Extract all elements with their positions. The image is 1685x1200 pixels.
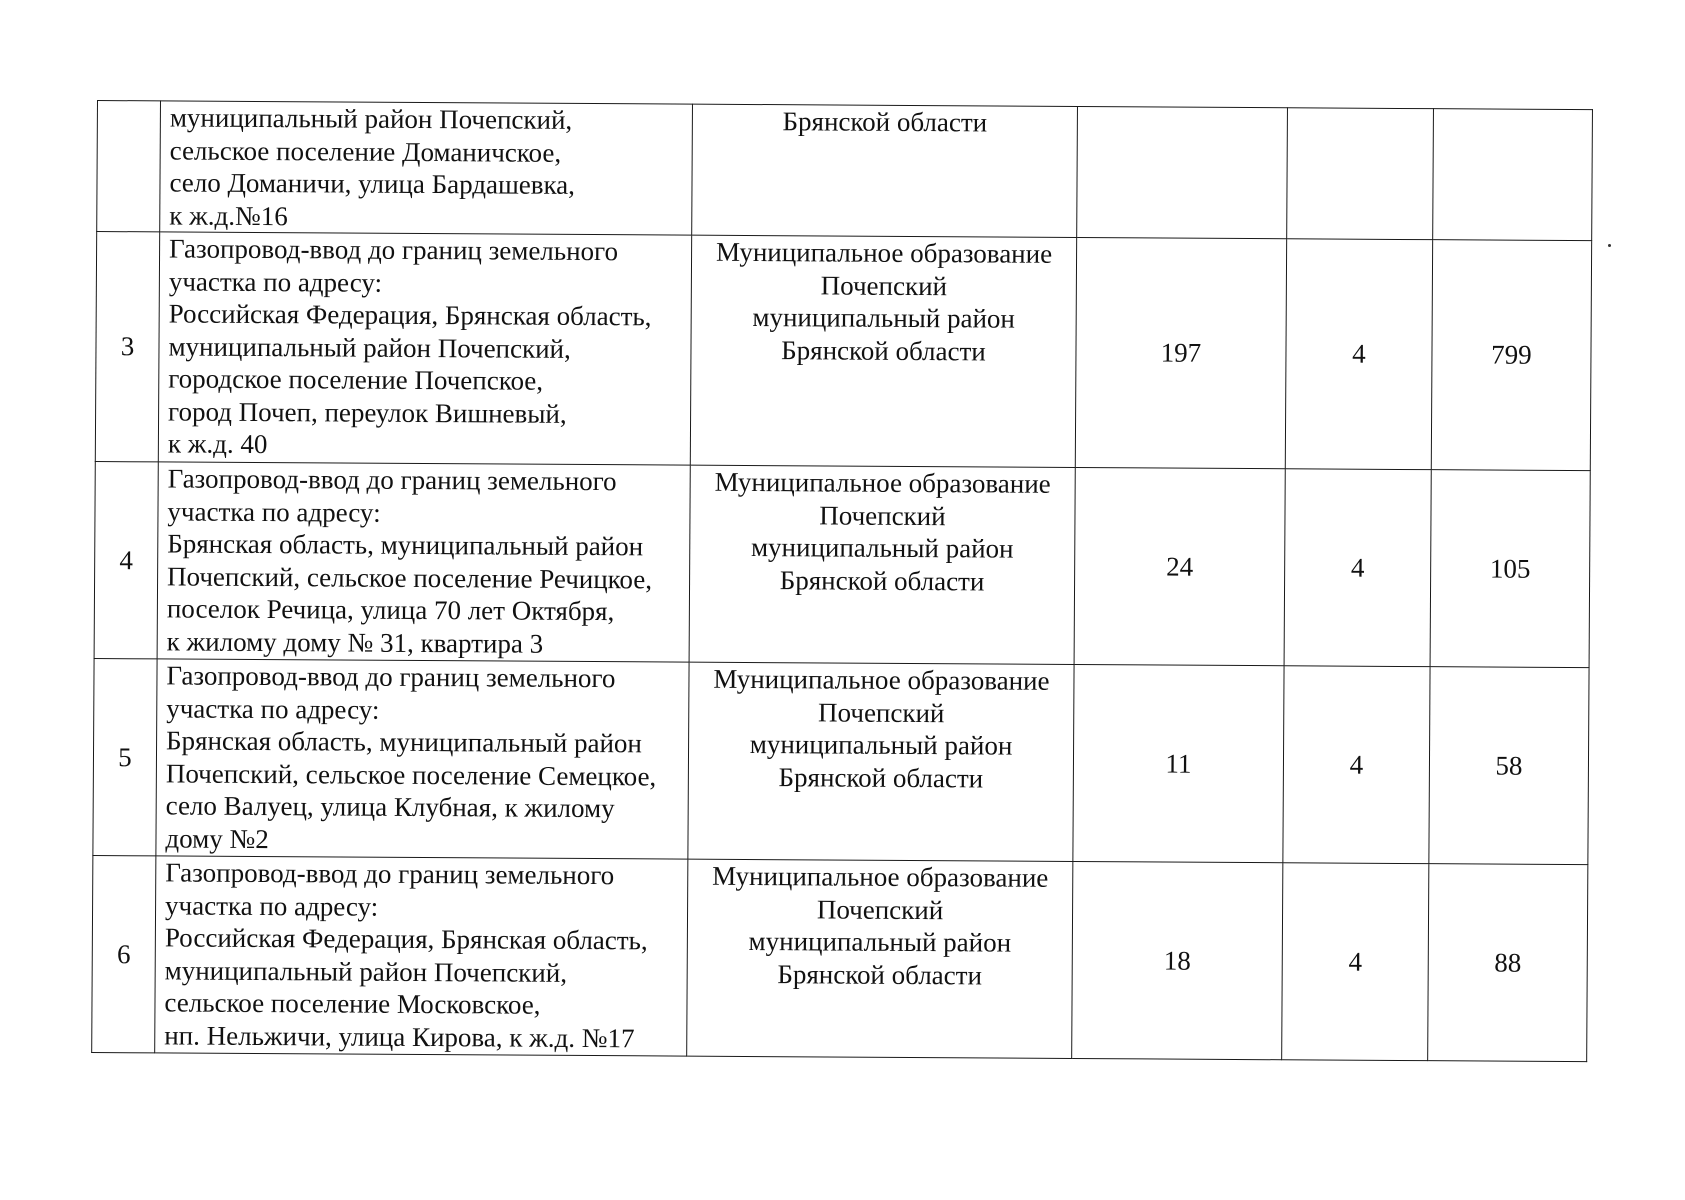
value-b: 4 — [1284, 469, 1431, 667]
address-line: участка по адресу: — [164, 889, 379, 922]
address-line: Почепский, сельское поселение Семецкое, — [165, 757, 657, 791]
table-row — [94, 461, 1590, 667]
owner-line: Муниципальное образование — [715, 236, 1053, 269]
value-a: 197 — [1075, 237, 1286, 468]
address-line: сельское поселение Московское, — [164, 987, 541, 1020]
owner-line: муниципальный район — [752, 302, 1016, 334]
address-line: городское поселение Почепское, — [168, 363, 544, 396]
owner-line: Почепский — [818, 696, 945, 728]
address-line: город Почеп, переулок Вишневый, — [168, 395, 567, 429]
value-a: 24 — [1074, 467, 1285, 665]
owner-line: Брянской области — [782, 106, 988, 138]
value-a: 11 — [1073, 664, 1284, 862]
owner-line: Брянской области — [779, 564, 985, 596]
value-b-cell — [1287, 108, 1434, 240]
owner-line: Брянской области — [781, 334, 986, 366]
address-line: село Валуец, улица Клубная, к жилому — [165, 790, 615, 824]
table-row — [92, 855, 1588, 1061]
table-row — [95, 232, 1591, 471]
address-line: поселок Речица, улица 70 лет Октября, — [166, 593, 615, 627]
address-line: нп. Нельжичи, улица Кирова, к ж.д. №17 — [164, 1019, 635, 1053]
value-a-cell — [1077, 106, 1288, 238]
owner-line: Брянской области — [778, 761, 984, 793]
owner-line: муниципальный район — [750, 532, 1014, 564]
owner-cell — [690, 235, 1076, 467]
address-line: Российская Федерация, Брянская область, — [164, 922, 648, 956]
owner-line: Почепский — [816, 893, 944, 925]
owner-line: Почепский — [820, 269, 948, 301]
address-line: Газопровод-ввод до границ земельного — [165, 857, 615, 891]
owner-cell — [689, 465, 1075, 664]
address-line: Почепский, сельское поселение Речицкое, — [167, 560, 653, 594]
owner-line: Муниципальное образование — [713, 663, 1050, 696]
address-line: Российская Федерация, Брянская область, — [168, 298, 652, 332]
table-row — [93, 658, 1589, 864]
pipeline-table — [91, 100, 1593, 1062]
value-c: 105 — [1430, 470, 1590, 668]
address-line: к жилому дому № 31, квартира 3 — [166, 625, 544, 659]
address-line: муниципальный район Почепский, — [169, 102, 573, 135]
value-b: 4 — [1283, 666, 1430, 864]
row-number: 3 — [95, 232, 159, 462]
address-line: Газопровод-ввод до границ земельного — [169, 233, 619, 267]
owner-cell — [692, 104, 1078, 237]
address-line: муниципальный район Почепский, — [168, 330, 571, 364]
address-line: сельское поселение Доманичское, — [169, 134, 562, 168]
owner-line: муниципальный район — [749, 729, 1013, 761]
owner-cell — [687, 859, 1073, 1058]
value-b: 4 — [1282, 863, 1429, 1061]
address-line: дому №2 — [165, 822, 269, 854]
address-line: муниципальный район Почепский, — [164, 954, 568, 988]
address-line: к ж.д. 40 — [167, 428, 268, 460]
address-cell — [158, 232, 691, 465]
address-line: Брянская область, муниципальный район — [165, 725, 643, 759]
value-c: 58 — [1429, 667, 1589, 865]
address-line: Газопровод-ввод до границ земельного — [166, 660, 616, 694]
address-cell — [160, 101, 693, 235]
address-line: участка по адресу: — [168, 265, 383, 298]
row-number: 5 — [93, 658, 157, 855]
address-line: Брянская область, муниципальный район — [167, 528, 644, 562]
address-cell — [155, 856, 688, 1056]
owner-line: муниципальный район — [748, 925, 1012, 958]
address-line: участка по адресу: — [167, 495, 381, 528]
owner-line: Брянской области — [777, 958, 983, 990]
address-line: село Доманичи, улица Бардашевка, — [169, 167, 576, 200]
owner-line: Муниципальное образование — [712, 860, 1049, 893]
address-line: Газопровод-ввод до границ земельного — [167, 463, 617, 497]
value-b: 4 — [1285, 239, 1432, 470]
address-cell — [157, 462, 690, 662]
address-line: к ж.д.№16 — [169, 199, 288, 231]
row-number-cell — [97, 101, 161, 232]
value-c: 799 — [1431, 240, 1591, 471]
value-c-cell — [1433, 109, 1593, 241]
row-number: 4 — [94, 461, 158, 658]
scan-speck — [1608, 244, 1611, 247]
table-row-continuation — [97, 101, 1593, 241]
address-cell — [156, 659, 689, 859]
owner-line: Почепский — [819, 499, 946, 531]
owner-cell — [688, 662, 1074, 861]
row-number: 6 — [92, 855, 156, 1052]
value-c: 88 — [1428, 864, 1588, 1062]
address-line: участка по адресу: — [166, 692, 380, 725]
owner-line: Муниципальное образование — [714, 466, 1051, 499]
value-a: 18 — [1072, 861, 1283, 1059]
